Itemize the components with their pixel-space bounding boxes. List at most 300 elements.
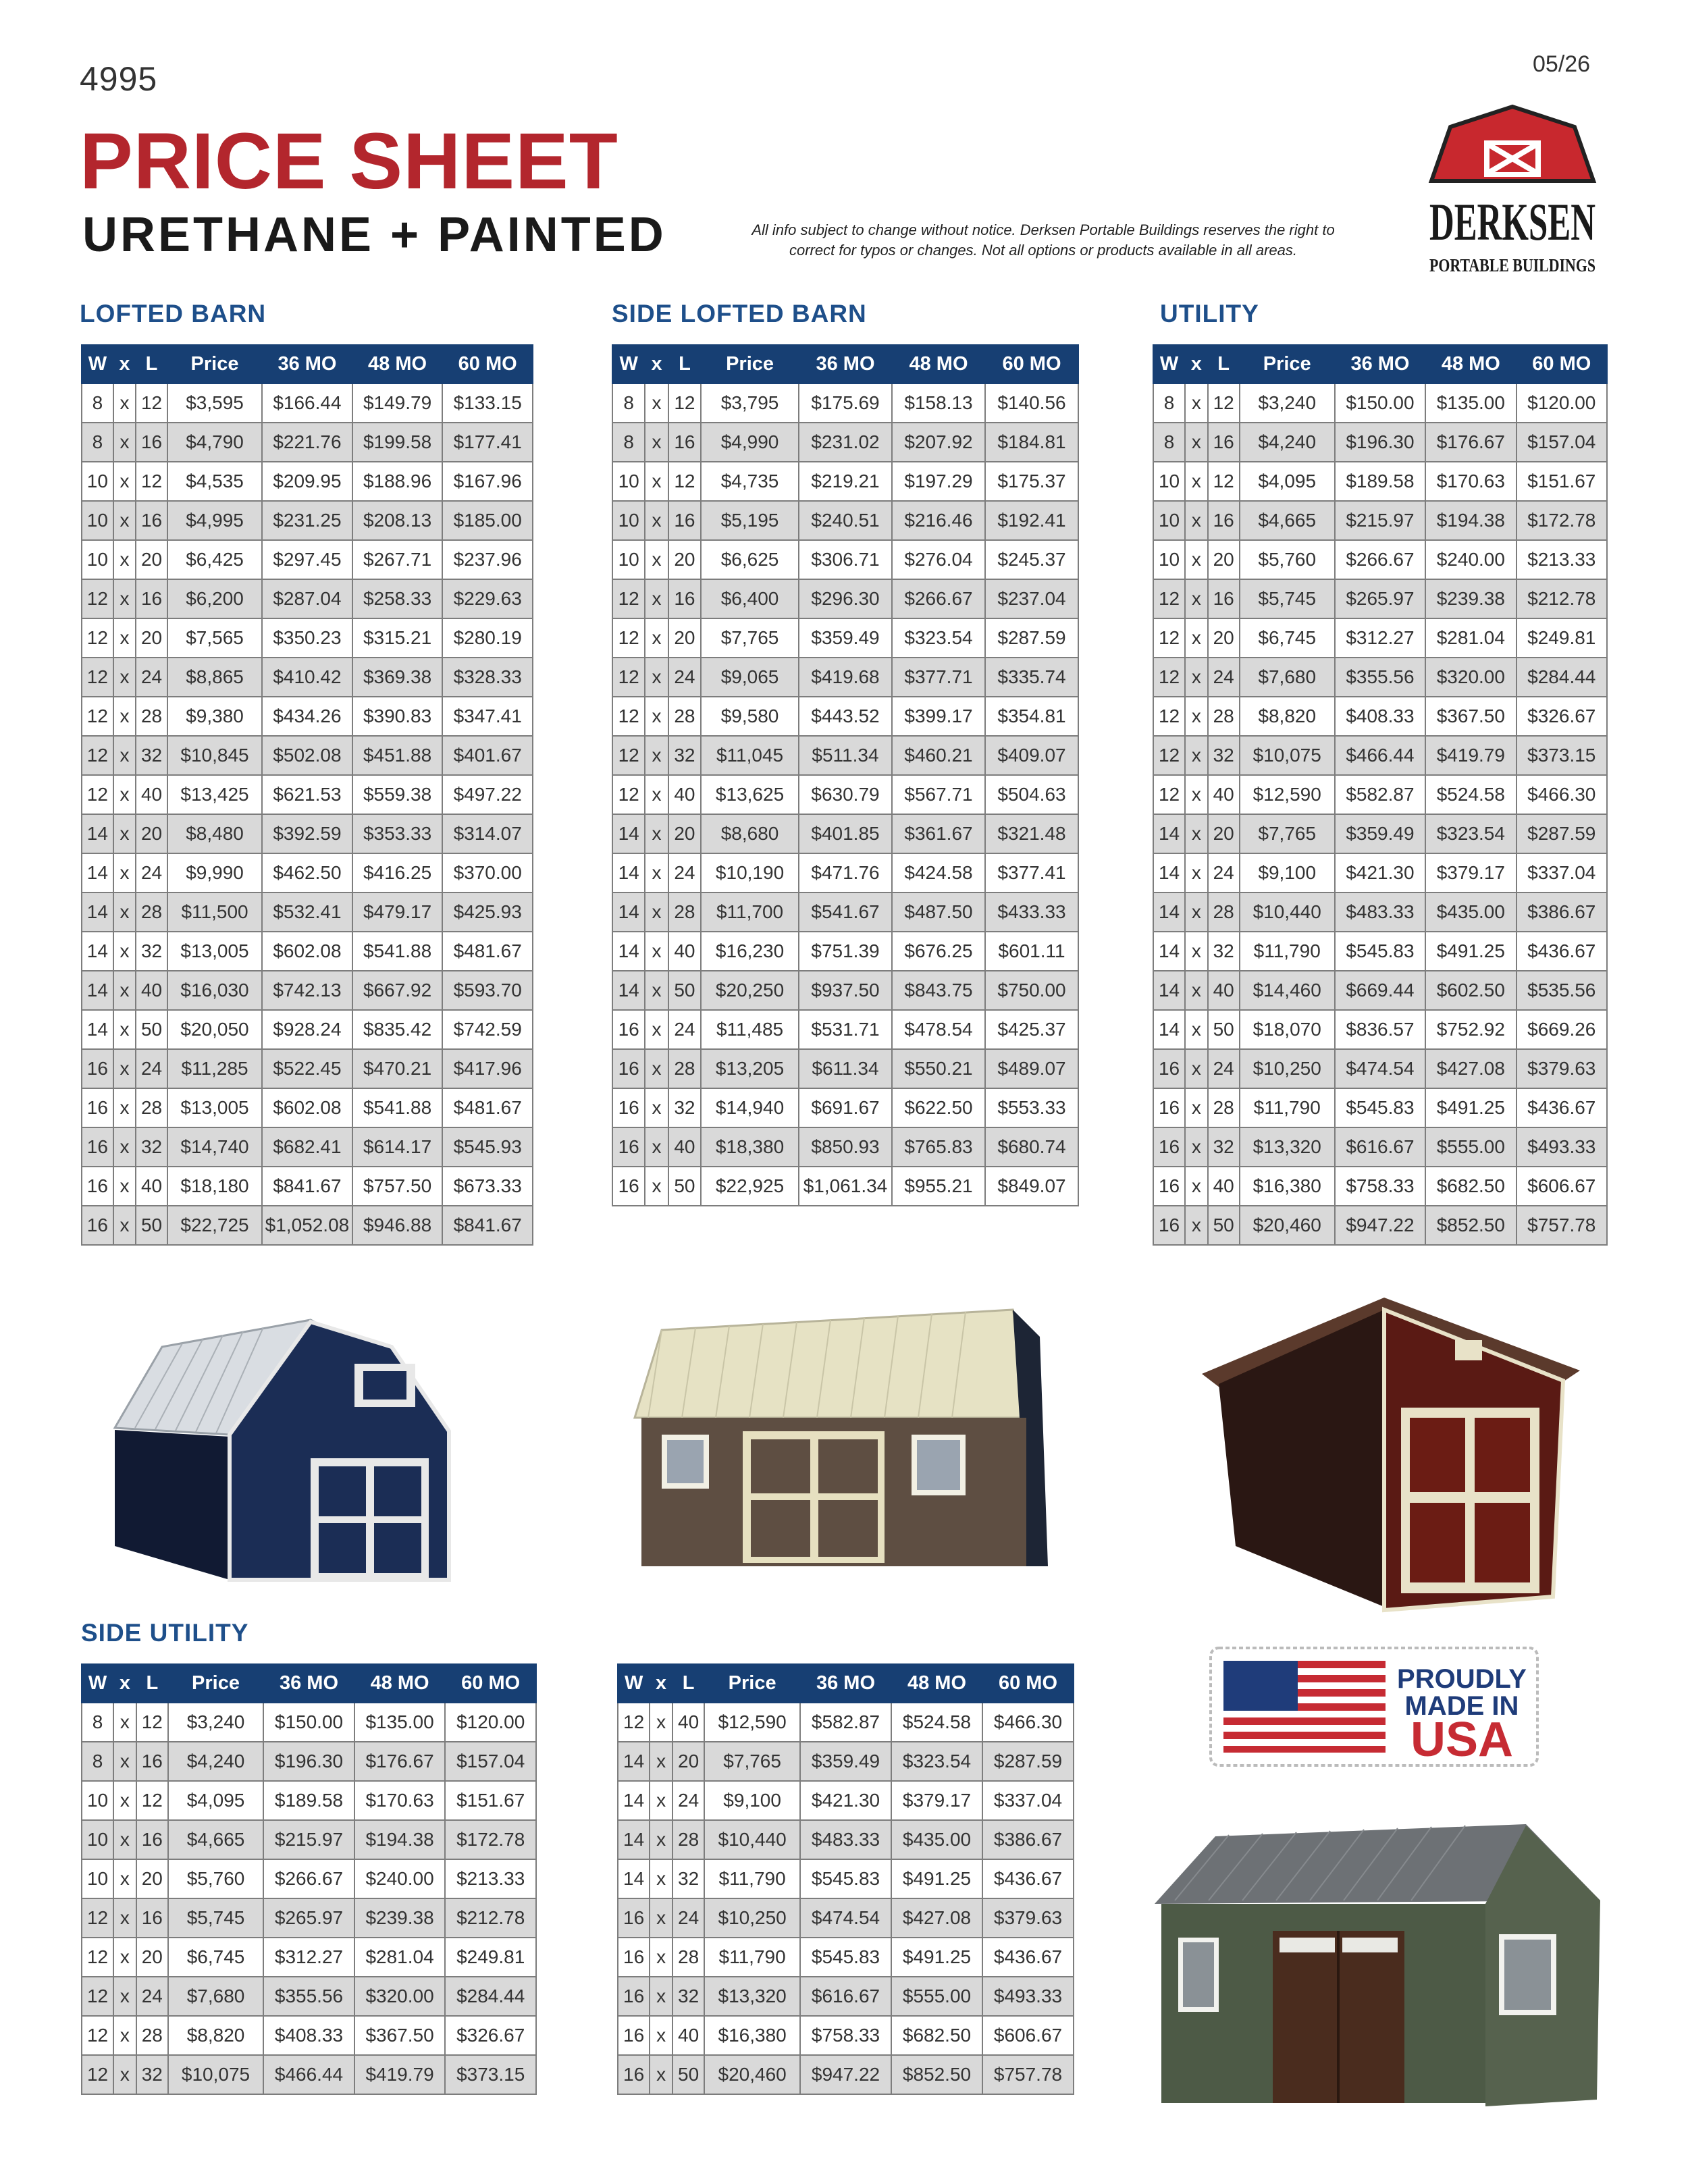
- cell-60mo: $401.67: [442, 736, 533, 775]
- cell-60mo: $481.67: [442, 1088, 533, 1127]
- cell-48mo: $353.33: [352, 814, 443, 853]
- cell-60mo: $545.93: [442, 1127, 533, 1167]
- cell-60mo: $337.04: [982, 1781, 1074, 1820]
- cell-price: $11,500: [167, 893, 262, 932]
- cell-48mo: $176.67: [354, 1742, 446, 1781]
- section-title-lofted-barn: LOFTED BARN: [80, 300, 267, 327]
- cell-48mo: $419.79: [1425, 736, 1516, 775]
- cell-60mo: $287.59: [1516, 814, 1607, 853]
- cell-36mo: $545.83: [1335, 1088, 1425, 1127]
- cell-w: 14: [82, 971, 113, 1010]
- cell-w: 12: [82, 2055, 113, 2094]
- cell-48mo: $176.67: [1425, 423, 1516, 462]
- column-header-l: L: [136, 1664, 168, 1703]
- table-row: [612, 658, 1078, 697]
- cell-l: 24: [672, 1898, 704, 1938]
- table-header-row: [1153, 345, 1607, 383]
- cell-60mo: $326.67: [1516, 697, 1607, 736]
- cell-l: 12: [136, 1703, 168, 1742]
- cell-48mo: $555.00: [891, 1977, 982, 2016]
- cell-price: $12,590: [704, 1703, 800, 1742]
- cell-l: 40: [668, 1127, 701, 1167]
- cell-60mo: $386.67: [1516, 893, 1607, 932]
- cell-price: $5,760: [1240, 540, 1335, 579]
- disclaimer-text: All info subject to change without notice. Derksen Portable Buildings reserves the right to correct for typos or changes. Not all options or products available in all areas.: [751, 221, 1335, 259]
- cell-w: 16: [82, 1127, 113, 1167]
- cell-x: x: [1185, 736, 1208, 775]
- cell-price: $8,865: [167, 658, 262, 697]
- cell-l: 32: [672, 1859, 704, 1898]
- cell-price: $11,700: [701, 893, 799, 932]
- cell-w: 14: [1153, 1010, 1185, 1049]
- cell-60mo: $379.63: [1516, 1049, 1607, 1088]
- cell-x: x: [113, 971, 136, 1010]
- table-row: [612, 501, 1078, 540]
- column-header-x: x: [113, 345, 136, 383]
- cell-l: 12: [136, 462, 167, 501]
- cell-w: 12: [612, 697, 645, 736]
- cell-price: $10,440: [1240, 893, 1335, 932]
- column-header-48mo: 48 MO: [892, 345, 985, 383]
- cell-w: 12: [82, 736, 113, 775]
- cell-48mo: $491.25: [1425, 1088, 1516, 1127]
- cell-36mo: $355.56: [1335, 658, 1425, 697]
- cell-x: x: [113, 2055, 136, 2094]
- cell-36mo: $150.00: [1335, 383, 1425, 423]
- cell-36mo: $758.33: [1335, 1167, 1425, 1206]
- cell-l: 28: [136, 1088, 167, 1127]
- cell-60mo: $328.33: [442, 658, 533, 697]
- table-row: [618, 1703, 1074, 1742]
- cell-price: $20,460: [1240, 1206, 1335, 1245]
- cell-price: $4,665: [168, 1820, 263, 1859]
- cell-60mo: $249.81: [445, 1938, 536, 1977]
- table-row: [82, 853, 533, 893]
- side-lofted-barn-price-table: [612, 344, 1079, 1206]
- cell-36mo: $531.71: [799, 1010, 892, 1049]
- page-title: PRICE SHEET: [80, 117, 618, 206]
- cell-48mo: $419.79: [354, 2055, 446, 2094]
- cell-w: 12: [82, 1977, 113, 2016]
- column-header-price: Price: [167, 345, 262, 383]
- cell-36mo: $166.44: [262, 383, 352, 423]
- cell-l: 16: [668, 423, 701, 462]
- table-row: [618, 1977, 1074, 2016]
- cell-48mo: $135.00: [354, 1703, 446, 1742]
- cell-l: 24: [1208, 1049, 1240, 1088]
- badge-line-1: PROUDLY: [1397, 1664, 1527, 1694]
- cell-x: x: [113, 1127, 136, 1167]
- cell-48mo: $682.50: [1425, 1167, 1516, 1206]
- cell-l: 50: [668, 1167, 701, 1206]
- cell-60mo: $140.56: [985, 383, 1078, 423]
- column-header-price: Price: [704, 1664, 800, 1703]
- cell-36mo: $219.21: [799, 462, 892, 501]
- cell-price: $4,240: [168, 1742, 263, 1781]
- cell-l: 32: [136, 932, 167, 971]
- cell-x: x: [113, 1820, 136, 1859]
- cell-price: $16,030: [167, 971, 262, 1010]
- table-row: [1153, 1088, 1607, 1127]
- cell-48mo: $239.38: [1425, 579, 1516, 618]
- column-header-price: Price: [168, 1664, 263, 1703]
- cell-w: 14: [1153, 814, 1185, 853]
- cell-36mo: $602.08: [262, 932, 352, 971]
- column-header-l: L: [672, 1664, 704, 1703]
- cell-w: 14: [1153, 893, 1185, 932]
- cell-price: $7,765: [1240, 814, 1335, 853]
- cell-price: $13,005: [167, 1088, 262, 1127]
- cell-36mo: $751.39: [799, 932, 892, 971]
- cell-w: 14: [612, 932, 645, 971]
- cell-60mo: $213.33: [445, 1859, 536, 1898]
- cell-48mo: $315.21: [352, 618, 443, 658]
- cell-36mo: $669.44: [1335, 971, 1425, 1010]
- cell-36mo: $841.67: [262, 1167, 352, 1206]
- cell-w: 12: [1153, 579, 1185, 618]
- cell-price: $10,845: [167, 736, 262, 775]
- cell-36mo: $265.97: [1335, 579, 1425, 618]
- cell-price: $6,745: [168, 1938, 263, 1977]
- table-row: [82, 383, 533, 423]
- cell-x: x: [650, 2055, 672, 2094]
- cell-price: $6,400: [701, 579, 799, 618]
- cell-w: 12: [1153, 618, 1185, 658]
- cell-l: 28: [668, 697, 701, 736]
- cell-w: 8: [1153, 383, 1185, 423]
- cell-w: 14: [1153, 971, 1185, 1010]
- table-row: [82, 971, 533, 1010]
- cell-l: 50: [136, 1206, 167, 1245]
- cell-x: x: [113, 1088, 136, 1127]
- cell-x: x: [645, 1049, 668, 1088]
- cell-w: 14: [82, 893, 113, 932]
- column-header-w: W: [82, 1664, 113, 1703]
- cell-48mo: $369.38: [352, 658, 443, 697]
- column-header-48mo: 48 MO: [891, 1664, 982, 1703]
- column-header-36mo: 36 MO: [262, 345, 352, 383]
- badge-line-3: USA: [1410, 1713, 1514, 1767]
- cell-x: x: [113, 1010, 136, 1049]
- column-header-36mo: 36 MO: [799, 345, 892, 383]
- cell-w: 12: [1153, 775, 1185, 814]
- cell-x: x: [1185, 1167, 1208, 1206]
- cell-price: $11,045: [701, 736, 799, 775]
- cell-48mo: $135.00: [1425, 383, 1516, 423]
- cell-w: 8: [82, 1703, 113, 1742]
- cell-48mo: $323.54: [1425, 814, 1516, 853]
- cell-x: x: [1185, 383, 1208, 423]
- cell-48mo: $427.08: [1425, 1049, 1516, 1088]
- cell-x: x: [113, 1742, 136, 1781]
- cell-36mo: $421.30: [800, 1781, 891, 1820]
- cell-price: $7,565: [167, 618, 262, 658]
- table-row: [1153, 423, 1607, 462]
- table-row: [82, 697, 533, 736]
- cell-price: $4,095: [1240, 462, 1335, 501]
- cell-w: 16: [82, 1088, 113, 1127]
- cell-w: 8: [82, 383, 113, 423]
- cell-price: $7,680: [168, 1977, 263, 2016]
- cell-48mo: $240.00: [354, 1859, 446, 1898]
- cell-l: 32: [668, 736, 701, 775]
- cell-price: $13,625: [701, 775, 799, 814]
- table-row: [82, 618, 533, 658]
- cell-48mo: $239.38: [354, 1898, 446, 1938]
- cell-48mo: $550.21: [892, 1049, 985, 1088]
- cell-w: 16: [612, 1088, 645, 1127]
- cell-48mo: $460.21: [892, 736, 985, 775]
- table-row: [1153, 971, 1607, 1010]
- cell-x: x: [113, 1898, 136, 1938]
- cell-price: $10,440: [704, 1820, 800, 1859]
- us-flag-icon: [1223, 1661, 1386, 1753]
- cell-48mo: $281.04: [1425, 618, 1516, 658]
- cell-price: $10,075: [168, 2055, 263, 2094]
- table-row: [82, 736, 533, 775]
- table-row: [82, 579, 533, 618]
- cell-x: x: [113, 1977, 136, 2016]
- table-row: [612, 1010, 1078, 1049]
- utility-shed-photo: [1195, 1289, 1593, 1620]
- cell-price: $7,765: [704, 1742, 800, 1781]
- table-row: [1153, 462, 1607, 501]
- cell-l: 20: [668, 814, 701, 853]
- table-row: [82, 814, 533, 853]
- cell-x: x: [645, 1127, 668, 1167]
- table-row: [618, 1859, 1074, 1898]
- cell-l: 20: [668, 618, 701, 658]
- cell-w: 10: [612, 501, 645, 540]
- column-header-w: W: [1153, 345, 1185, 383]
- cell-l: 28: [672, 1820, 704, 1859]
- cell-l: 16: [668, 579, 701, 618]
- cell-36mo: $215.97: [1335, 501, 1425, 540]
- cell-x: x: [1185, 540, 1208, 579]
- cell-36mo: $928.24: [262, 1010, 352, 1049]
- cell-l: 16: [1208, 501, 1240, 540]
- cell-36mo: $150.00: [263, 1703, 354, 1742]
- cell-x: x: [650, 1938, 672, 1977]
- cell-w: 10: [1153, 540, 1185, 579]
- cell-36mo: $196.30: [1335, 423, 1425, 462]
- column-header-60mo: 60 MO: [982, 1664, 1074, 1703]
- cell-x: x: [1185, 1010, 1208, 1049]
- cell-36mo: $758.33: [800, 2016, 891, 2055]
- cell-36mo: $621.53: [262, 775, 352, 814]
- cell-48mo: $451.88: [352, 736, 443, 775]
- cell-48mo: $207.92: [892, 423, 985, 462]
- cell-60mo: $229.63: [442, 579, 533, 618]
- cell-price: $8,820: [1240, 697, 1335, 736]
- cell-w: 8: [1153, 423, 1185, 462]
- cell-x: x: [645, 423, 668, 462]
- cell-36mo: $265.97: [263, 1898, 354, 1938]
- column-header-l: L: [668, 345, 701, 383]
- cell-36mo: $240.51: [799, 501, 892, 540]
- table-row: [82, 658, 533, 697]
- cell-w: 14: [618, 1781, 650, 1820]
- column-header-36mo: 36 MO: [263, 1664, 354, 1703]
- cell-36mo: $582.87: [1335, 775, 1425, 814]
- cell-48mo: $491.25: [891, 1859, 982, 1898]
- cell-36mo: $296.30: [799, 579, 892, 618]
- logo-wordmark: DERKSEN: [1429, 192, 1595, 251]
- cell-48mo: $199.58: [352, 423, 443, 462]
- cell-48mo: $170.63: [1425, 462, 1516, 501]
- cell-x: x: [1185, 658, 1208, 697]
- cell-60mo: $237.04: [985, 579, 1078, 618]
- cell-l: 24: [136, 1977, 168, 2016]
- cell-60mo: $212.78: [1516, 579, 1607, 618]
- cell-price: $14,940: [701, 1088, 799, 1127]
- cell-x: x: [113, 423, 136, 462]
- cell-48mo: $266.67: [892, 579, 985, 618]
- cell-x: x: [113, 814, 136, 853]
- cell-36mo: $359.49: [800, 1742, 891, 1781]
- column-header-48mo: 48 MO: [354, 1664, 446, 1703]
- cell-60mo: $409.07: [985, 736, 1078, 775]
- cell-x: x: [1185, 1049, 1208, 1088]
- side-utility-shed-photo: [1148, 1816, 1614, 2113]
- table-row: [82, 1898, 536, 1938]
- cell-price: $10,250: [1240, 1049, 1335, 1088]
- cell-x: x: [113, 618, 136, 658]
- cell-w: 12: [1153, 697, 1185, 736]
- cell-48mo: $491.25: [891, 1938, 982, 1977]
- cell-price: $3,595: [167, 383, 262, 423]
- cell-60mo: $425.37: [985, 1010, 1078, 1049]
- cell-60mo: $167.96: [442, 462, 533, 501]
- cell-48mo: $320.00: [1425, 658, 1516, 697]
- cell-x: x: [113, 893, 136, 932]
- cell-x: x: [645, 579, 668, 618]
- cell-w: 12: [612, 736, 645, 775]
- cell-48mo: $367.50: [1425, 697, 1516, 736]
- cell-48mo: $188.96: [352, 462, 443, 501]
- cell-w: 12: [612, 579, 645, 618]
- cell-60mo: $373.15: [1516, 736, 1607, 775]
- cell-l: 16: [136, 1820, 168, 1859]
- cell-36mo: $443.52: [799, 697, 892, 736]
- cell-36mo: $522.45: [262, 1049, 352, 1088]
- table-row: [82, 1859, 536, 1898]
- table-row: [618, 1898, 1074, 1938]
- cell-w: 12: [82, 2016, 113, 2055]
- table-row: [1153, 893, 1607, 932]
- cell-36mo: $421.30: [1335, 853, 1425, 893]
- cell-l: 16: [136, 1742, 168, 1781]
- cell-60mo: $535.56: [1516, 971, 1607, 1010]
- cell-w: 10: [82, 1820, 113, 1859]
- cell-w: 10: [82, 1859, 113, 1898]
- cell-48mo: $602.50: [1425, 971, 1516, 1010]
- cell-price: $13,320: [1240, 1127, 1335, 1167]
- side-utility-price-table-continued: [617, 1663, 1074, 2095]
- cell-x: x: [650, 2016, 672, 2055]
- cell-l: 40: [136, 1167, 167, 1206]
- cell-l: 12: [668, 383, 701, 423]
- cell-w: 16: [1153, 1088, 1185, 1127]
- cell-w: 14: [612, 893, 645, 932]
- cell-48mo: $276.04: [892, 540, 985, 579]
- cell-w: 14: [82, 1010, 113, 1049]
- cell-48mo: $216.46: [892, 501, 985, 540]
- cell-x: x: [650, 1742, 672, 1781]
- cell-l: 24: [1208, 658, 1240, 697]
- cell-48mo: $478.54: [892, 1010, 985, 1049]
- cell-36mo: $392.59: [262, 814, 352, 853]
- cell-60mo: $151.67: [1516, 462, 1607, 501]
- cell-60mo: $284.44: [445, 1977, 536, 2016]
- table-row: [618, 1781, 1074, 1820]
- cell-60mo: $237.96: [442, 540, 533, 579]
- cell-36mo: $483.33: [800, 1820, 891, 1859]
- cell-60mo: $466.30: [982, 1703, 1074, 1742]
- cell-w: 12: [82, 1898, 113, 1938]
- cell-x: x: [113, 658, 136, 697]
- column-header-36mo: 36 MO: [1335, 345, 1425, 383]
- column-header-60mo: 60 MO: [445, 1664, 536, 1703]
- cell-l: 32: [1208, 932, 1240, 971]
- cell-price: $20,050: [167, 1010, 262, 1049]
- cell-w: 16: [82, 1049, 113, 1088]
- cell-x: x: [650, 1898, 672, 1938]
- cell-36mo: $850.93: [799, 1127, 892, 1167]
- cell-48mo: $379.17: [891, 1781, 982, 1820]
- section-title-utility: UTILITY: [1160, 300, 1259, 327]
- table-row: [1153, 932, 1607, 971]
- table-row: [82, 540, 533, 579]
- cell-l: 32: [668, 1088, 701, 1127]
- cell-x: x: [113, 1938, 136, 1977]
- cell-x: x: [645, 462, 668, 501]
- cell-price: $4,095: [168, 1781, 263, 1820]
- cell-36mo: $502.08: [262, 736, 352, 775]
- cell-36mo: $532.41: [262, 893, 352, 932]
- cell-l: 12: [668, 462, 701, 501]
- cell-x: x: [650, 1703, 672, 1742]
- cell-w: 16: [612, 1127, 645, 1167]
- cell-l: 28: [1208, 893, 1240, 932]
- cell-60mo: $157.04: [445, 1742, 536, 1781]
- cell-60mo: $417.96: [442, 1049, 533, 1088]
- cell-w: 14: [612, 853, 645, 893]
- table-row: [612, 540, 1078, 579]
- column-header-x: x: [645, 345, 668, 383]
- table-row: [82, 1938, 536, 1977]
- cell-48mo: $946.88: [352, 1206, 443, 1245]
- table-row: [82, 1127, 533, 1167]
- cell-x: x: [645, 853, 668, 893]
- cell-60mo: $373.15: [445, 2055, 536, 2094]
- table-row: [1153, 1010, 1607, 1049]
- cell-48mo: $197.29: [892, 462, 985, 501]
- cell-w: 14: [618, 1820, 650, 1859]
- cell-x: x: [113, 932, 136, 971]
- cell-36mo: $483.33: [1335, 893, 1425, 932]
- cell-price: $9,380: [167, 697, 262, 736]
- cell-price: $22,925: [701, 1167, 799, 1206]
- column-header-60mo: 60 MO: [442, 345, 533, 383]
- cell-w: 16: [1153, 1127, 1185, 1167]
- cell-36mo: $401.85: [799, 814, 892, 853]
- cell-60mo: $175.37: [985, 462, 1078, 501]
- cell-48mo: $323.54: [891, 1742, 982, 1781]
- table-row: [1153, 1049, 1607, 1088]
- cell-l: 32: [136, 736, 167, 775]
- cell-w: 16: [1153, 1206, 1185, 1245]
